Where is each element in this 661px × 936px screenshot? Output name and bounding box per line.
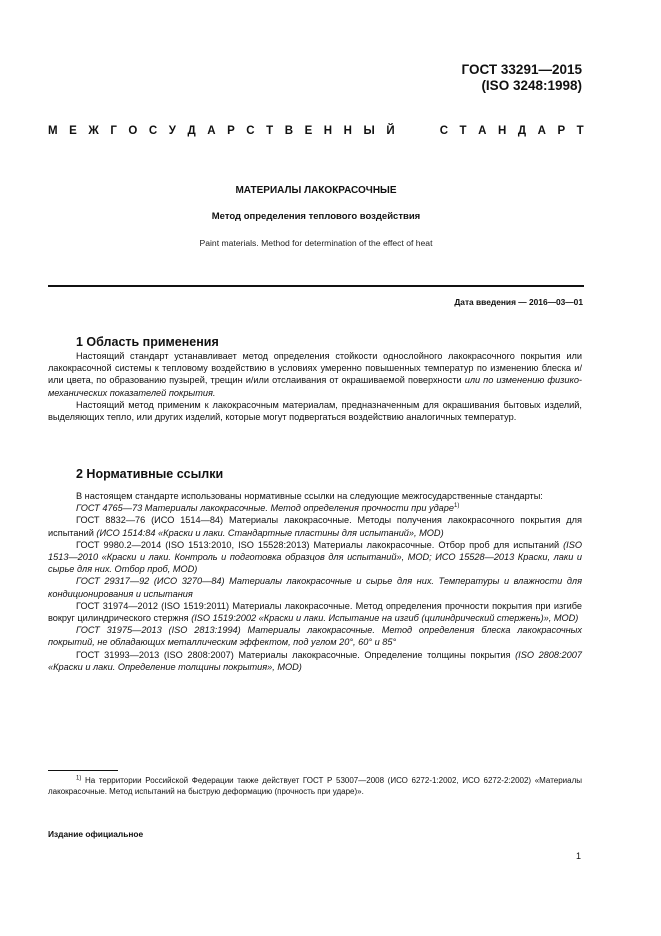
footnote-divider [48,770,118,771]
section-1-heading: 1 Область применения [76,335,219,349]
section-2-intro: В настоящем стандарте использованы нормативные ссылки на следующие межгосударственные стандарты: [76,491,543,501]
banner-letter: С [439,125,448,137]
reference-item: ГОСТ 29317—92 (ИСО 3270—84) Материалы лакокрасочные и сырье для них. Температуры и влажности для кондиционирования и испытания [48,576,582,599]
banner-letter: С [148,125,158,137]
reference-item: ГОСТ 4765—73 Материалы лакокрасочные. Метод определения прочности при ударе$^{1)}$ [76,503,460,514]
section-1-body [48,350,582,423]
section-1-paragraph-2: Настоящий метод применим к лакокрасочным материалам, предназначенным для окрашивания бытовых изделий, выделяющих тепло, или других изделий, которые могут подвергаться воздействию аналогичных температур. [48,399,582,423]
banner-letter: Й [386,125,395,137]
section-2-body [48,490,582,673]
iso-number: (ISO 3248:1998) [481,78,582,93]
reference-item: ГОСТ 31975—2013 (ISO 2813:1994) Материалы лакокрасочные. Метод определения блеска лакокрасочных покрытий, не обладающих металлическим эффектом, под углом 20°, 60° и 85° [48,625,582,648]
banner-letter: Р [227,125,235,137]
banner-letter: Е [304,125,313,137]
banner-letter: В [284,125,294,137]
banner-letter: Ж [88,125,99,137]
english-title: Paint materials. Method for determination of the effect of heat [199,238,433,248]
banner-letter: С [246,125,255,137]
banner-letter: Ы [363,125,375,137]
interstate-standard-banner [48,125,584,137]
banner-letter: Н [323,125,333,137]
document-subtitle: Метод определения теплового воздействия [211,211,421,222]
banner-letter: У [168,125,176,137]
reference-item: ГОСТ 31993—2013 (ISO 2808:2007) Материалы лакокрасочные. Определение толщины покрытия (ISO 2808:2007 «Краски и лаки. Определение толщины покрытия», MOD) [48,649,583,672]
footnote-text: На территории Российской Федерации также действует ГОСТ Р 53007—2008 (ИСО 6272-1:2002, ИСО 6272-2:2002) «Материалы лакокрасочные. Метод испытаний на быструю деформацию (прочность при ударе)». [48,776,582,796]
reference-item: ГОСТ 9980.2—2014 (ISO 1513:2010, ISO 15528:2013) Материалы лакокрасочные. Отбор проб для испытаний (ISO 1513—2010 «Краски и лаки. Контроль и подготовка образцов для испытаний», MOD; ИСО 15528—2013 Краски, лаки и сырье для них. Отбор проб, MOD) [48,539,582,575]
reference-item: ГОСТ 31974—2012 (ISO 1519:2011) Материалы лакокрасочные. Метод определения прочности покрытия при изгибе вокруг цилиндрического стержня (ISO 1519:2002 «Краски и лаки. Испытание на изгиб (цилиндрический стержень)», MOD) [48,600,582,624]
banner-letter: О [128,125,138,137]
banner-letter [406,125,428,137]
banner-letter: Г [110,125,117,137]
banner-letter: Т [266,125,274,137]
reference-item: ГОСТ 8832—76 (ИСО 1514—84) Материалы лакокрасочные. Методы получения лакокрасочного покрытия для испытаний (ИСО 1514:84 «Краски и лаки. Стандартные пластины для испытаний», MOD) [48,515,582,538]
banner-letter: А [478,125,487,137]
banner-letter: А [207,125,216,137]
page-number: 1 [575,851,581,861]
banner-letter: Р [557,125,566,137]
banner-letter: Т [459,125,467,137]
standard-number-block [462,62,582,94]
banner-letter: Е [69,125,77,137]
banner-letter: Н [343,125,352,137]
introduction-date: Дата введения — 2016—03—01 [454,297,583,307]
standard-number: ГОСТ 33291—2015 [461,62,582,77]
banner-letter: Н [497,125,507,137]
document-title: МАТЕРИАЛЫ ЛАКОКРАСОЧНЫЕ [235,185,397,196]
banner-letter: М [48,125,58,137]
banner-letter: А [537,125,546,137]
footnote-mark: 1) [76,775,82,782]
section-2-heading: 2 Нормативные ссылки [76,467,224,481]
banner-letter: Д [187,125,196,137]
banner-letter: Д [517,125,527,137]
official-edition-label: Издание официальное [48,829,144,839]
footnote [48,775,582,797]
title-divider [48,285,584,287]
banner-letter: Т [576,125,584,137]
section-1-paragraph-1: Настоящий стандарт устанавливает метод определения стойкости однослойного лакокрасочного покрытия или лакокрасочной системы к тепловому воздействию в условиях умеренно повышенных температур по изменению блеска и/или цвета, по образованию пузырей, трещин и/или отслаивания от окрашиваемой поверхности или по изменению физико-механических показателей покрытия. [48,351,582,398]
